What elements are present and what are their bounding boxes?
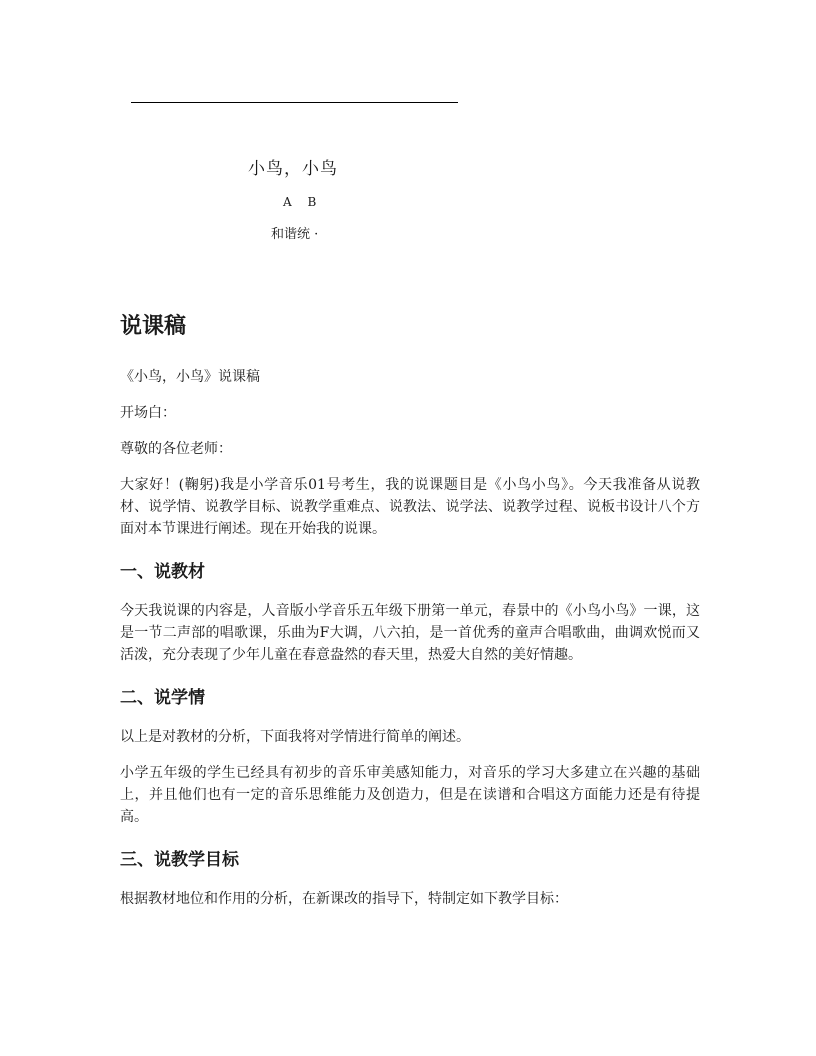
document-subtitle: 《小鸟，小鸟》说课稿 xyxy=(120,369,260,385)
section-heading-objectives: 三、说教学目标 xyxy=(120,850,239,870)
section-paragraph: 根据教材地位和作用的分析，在新课改的指导下，特制定如下教学目标： xyxy=(120,891,568,907)
section-paragraph: 今天我说课的内容是，人音版小学音乐五年级下册第一单元，春景中的《小鸟小鸟》一课，这是一节二声部的唱歌课，乐曲为F大调，八六拍，是一首优秀的童声合唱歌曲，曲调欢悦而又活泼，充分表现了少年儿童在春意盎然的春天里，热爱大自然的美好情趣。 xyxy=(120,603,700,663)
section-heading-textbook: 一、说教材 xyxy=(120,562,205,582)
opening-label: 开场白： xyxy=(120,405,176,421)
greeting: 尊敬的各位老师： xyxy=(120,441,232,457)
document-body xyxy=(120,312,700,924)
score-parts: A B xyxy=(283,195,323,209)
top-rule xyxy=(131,102,458,103)
section-heading-students: 二、说学情 xyxy=(120,688,205,708)
section-paragraph: 小学五年级的学生已经具有初步的音乐审美感知能力，对音乐的学习大多建立在兴趣的基础上，并且他们也有一定的音乐思维能力及创造力，但是在读谱和合唱这方面能力还是有待提高。 xyxy=(120,765,700,825)
section-paragraph: 以上是对教材的分析，下面我将对学情进行简单的阐述。 xyxy=(120,729,470,745)
intro-paragraph: 大家好！(鞠躬)我是小学音乐01号考生，我的说课题目是《小鸟小鸟》。今天我准备从说教材、说学情、说教学目标、说教学重难点、说教法、说学法、说教学过程、说板书设计八个方面对本节课进行阐述。现在开始我的说课。 xyxy=(120,477,700,537)
document-title: 说课稿 xyxy=(120,314,187,339)
score-credit: 和谐统 · xyxy=(271,227,319,242)
score-title: 小鸟，小鸟 xyxy=(248,159,338,179)
